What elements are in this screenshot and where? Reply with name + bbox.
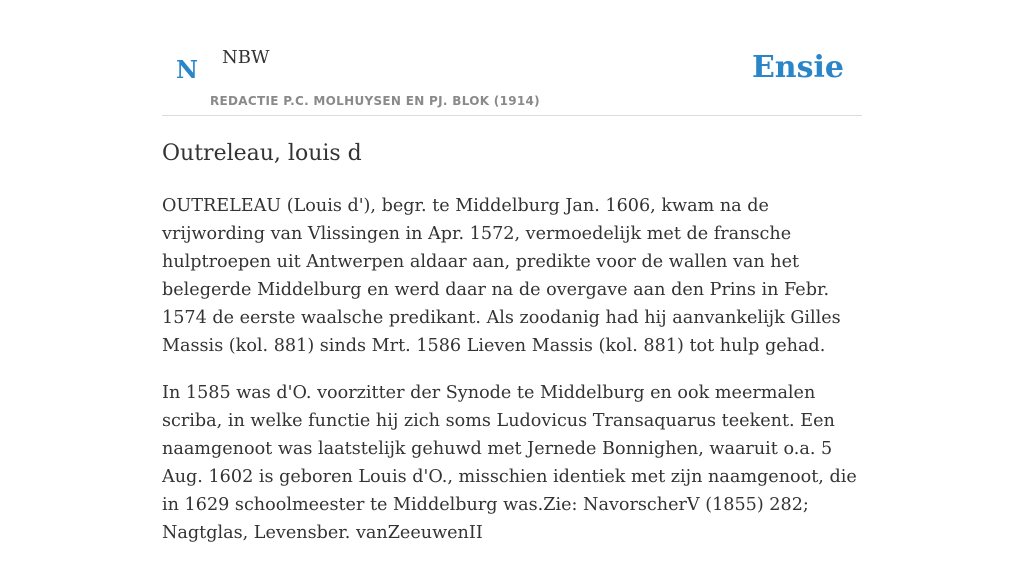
- article-body: [162, 192, 862, 566]
- article-paragraph: OUTRELEAU (Louis d'), begr. te Middelburg Jan. 1606, kwam na de vrijwording van Vlissingen in Apr. 1572, vermoedelijk met de fransche hulptroepen uit Antwerpen aldaar aan, predikte voor de wallen van het belegerde Middelburg en werd daar na de overgave aan den Prins in Febr. 1574 de eerste waalsche predikant. Als zoodanig had hij aanvankelijk Gilles Massis (kol. 881) sinds Mrt. 1586 Lieven Massis (kol. 881) tot hulp gehad.: [162, 196, 841, 356]
- source-subtitle: REDACTIE P.C. MOLHUYSEN EN PJ. BLOK (1914): [210, 94, 540, 108]
- source-header: [162, 0, 862, 116]
- page-title: Outreleau, louis d: [162, 141, 362, 166]
- source-logo[interactable]: N: [176, 55, 198, 84]
- source-title[interactable]: NBW: [222, 47, 270, 68]
- brand-logo[interactable]: Ensie: [751, 50, 844, 85]
- article-paragraph: In 1585 was d'O. voorzitter der Synode te Middelburg en ook meermalen scriba, in welke functie hij zich soms Ludovicus Transaquarus teekent. Een naamgenoot was laatstelijk gehuwd met Jernede Bonnighen, waaruit o.a. 5 Aug. 1602 is geboren Louis d'O., misschien identiek met zijn naamgenoot, die in 1629 schoolmeester te Middelburg was.Zie: NavorscherV (1855) 282; Nagtglas, Levensber. vanZeeuwenII: [162, 383, 857, 543]
